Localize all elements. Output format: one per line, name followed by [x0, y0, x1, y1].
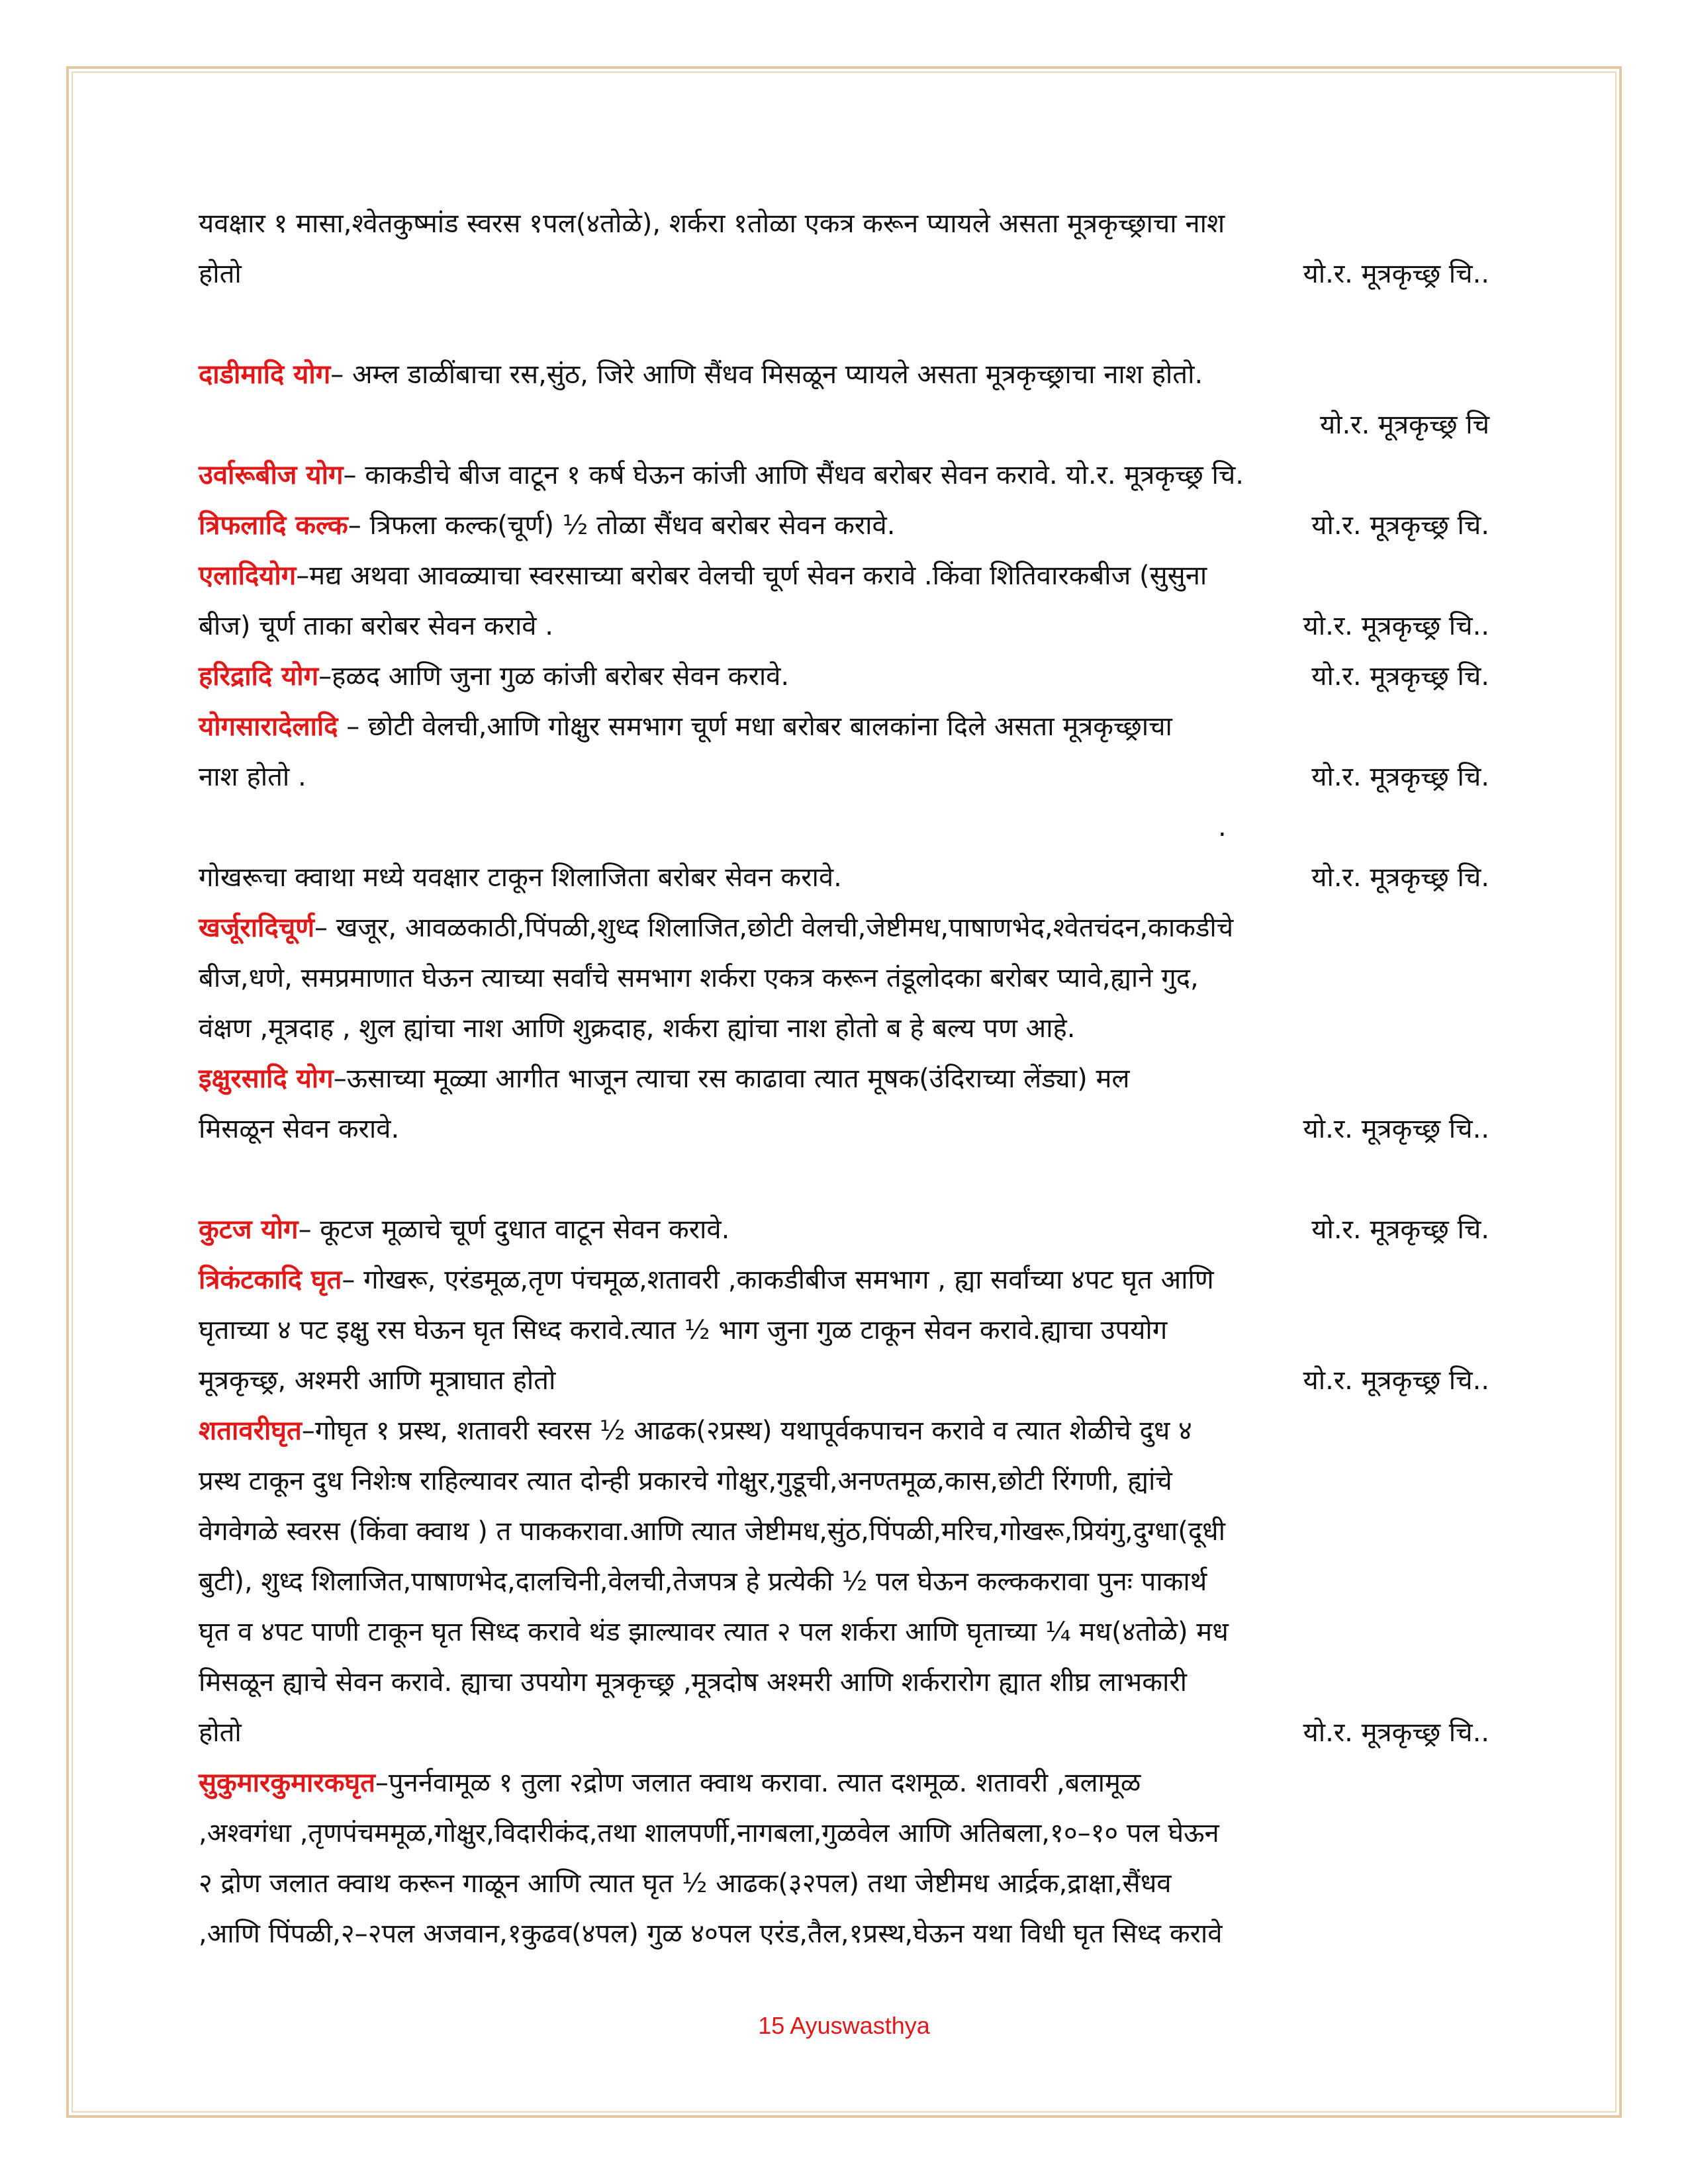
recipe-heading: खर्जूरादिचूर्ण	[199, 913, 315, 943]
reference: यो.र. मूत्रकृच्छ्र चि.	[1311, 510, 1489, 541]
text-line: होतो यो.र. मूत्रकृच्छ्र चि..	[199, 1707, 1489, 1758]
recipe-line: दाडीमादि योग– अम्ल डाळींबाचा रस,सुंठ, जिरे आणि सैंधव मिसळून प्यायले असता मूत्रकृच्छ्राचा नाश होतो.	[199, 359, 1203, 390]
recipe-heading: शतावरीघृत	[199, 1416, 302, 1446]
recipe-heading: दाडीमादि योग	[199, 359, 331, 390]
text-line: वंक्षण ,मूत्रदाह , शुल ह्यांचा नाश आणि शुक्रदाह, शर्करा ह्यांचा नाश होतो ब हे बल्य पण आहे.	[199, 1013, 1076, 1044]
text-line: बीज,धणे, समप्रमाणात घेऊन त्याच्या सर्वांचे समभाग शर्करा एकत्र करून तंडूलोदका बरोबर प्यावे,ह्याने गुद,	[199, 963, 1199, 993]
recipe-line: उर्वारूबीज योग– काकडीचे बीज वाटून १ कर्ष घेऊन कांजी आणि सैंधव बरोबर सेवन करावे. यो.र. मूत्रकृच्छ्र चि.	[199, 460, 1244, 490]
reference: यो.र. मूत्रकृच्छ्र चि.	[1311, 762, 1489, 792]
recipe-line: सुकुमारकुमारकघृत–पुनर्नवामूळ १ तुला २द्रोण जलात क्वाथ करावा. त्यात दशमूळ. शतावरी ,बलामूळ	[199, 1768, 1141, 1798]
recipe-heading: हरिद्रादि योग	[199, 661, 319, 692]
recipe-line: कुटज योग– कूटज मूळाचे चूर्ण दुधात वाटून सेवन करावे. यो.र. मूत्रकृच्छ्र चि.	[199, 1205, 1489, 1255]
stray-dot: .	[1218, 812, 1227, 842]
recipe-heading: कुटज योग	[199, 1214, 299, 1245]
text-line: मिसळून सेवन करावे. यो.र. मूत्रकृच्छ्र चि..	[199, 1104, 1489, 1154]
recipe-heading: एलादियोग	[199, 561, 297, 591]
recipe-heading: इक्षुरसादि योग	[199, 1064, 334, 1094]
text-line: मिसळून ह्याचे सेवन करावे. ह्याचा उपयोग मूत्रकृच्छ्र ,मूत्रदोष अश्मरी आणि शर्करारोग ह्यात शीघ्र लाभकारी	[199, 1667, 1188, 1698]
text-line: यवक्षार १ मासा,श्वेतकुष्मांड स्वरस १पल(४तोळे), शर्करा १तोळा एकत्र करून प्यायले असता मूत्रकृच्छ्राचा नाश	[199, 208, 1225, 239]
recipe-line: खर्जूरादिचूर्ण– खजूर, आवळकाठी,पिंपळी,शुध्द शिलाजित,छोटी वेलची,जेष्टीमध,पाषाणभेद,श्वेतचंदन,काकडीचे	[199, 913, 1234, 943]
text-line: ,अश्वगंधा ,तृणपंचममूळ,गोक्षुर,विदारीकंद,तथा शालपर्णी,नागबला,गुळवेल आणि अतिबला,१०–१० पल घेऊन	[199, 1818, 1219, 1848]
blank-line	[199, 1154, 1489, 1205]
recipe-heading: त्रिफलादि कल्क	[199, 510, 348, 541]
reference: यो.र. मूत्रकृच्छ्र चि..	[1303, 1717, 1489, 1748]
recipe-line: इक्षुरसादि योग–ऊसाच्या मूळ्या आगीत भाजून त्याचा रस काढावा त्यात मूषक(उंदिराच्या लेंड्या) मल	[199, 1064, 1130, 1094]
reference: यो.र. मूत्रकृच्छ्र चि..	[1303, 259, 1489, 289]
text-line: बीज) चूर्ण ताका बरोबर सेवन करावे . यो.र. मूत्रकृच्छ्र चि..	[199, 601, 1489, 651]
text-line: होतो यो.र. मूत्रकृच्छ्र चि..	[199, 249, 1489, 299]
text-line: बुटी), शुध्द शिलाजित,पाषाणभेद,दालचिनी,वेलची,तेजपत्र हे प्रत्येकी ½ पल घेऊन कल्ककरावा पुनः पाकार्थ	[199, 1567, 1207, 1597]
text-line: नाश होतो . यो.र. मूत्रकृच्छ्र चि.	[199, 752, 1489, 802]
document-body	[199, 199, 1489, 1959]
recipe-heading: योगसारादेलादि	[199, 711, 338, 742]
recipe-line: हरिद्रादि योग–हळद आणि जुना गुळ कांजी बरोबर सेवन करावे. यो.र. मूत्रकृच्छ्र चि.	[199, 651, 1489, 702]
text-line	[199, 400, 1489, 450]
reference: यो.र. मूत्रकृच्छ्र चि.	[1311, 661, 1489, 692]
reference: यो.र. मूत्रकृच्छ्र चि..	[1303, 611, 1489, 641]
text-line: ,आणि पिंपळी,२–२पल अजवान,१कुढव(४पल) गुळ ४०पल एरंड,तैल,१प्रस्थ,घेऊन यथा विधी घृत सिध्द करावे	[199, 1919, 1223, 1949]
reference: यो.र. मूत्रकृच्छ्र चि..	[1303, 1114, 1489, 1144]
reference: यो.र. मूत्रकृच्छ्र चि	[1319, 410, 1489, 440]
text-line: घृत व ४पट पाणी टाकून घृत सिध्द करावे थंड झाल्यावर त्यात २ पल शर्करा आणि घृताच्या ¼ मध(४तोळे) मध	[199, 1617, 1229, 1647]
text-line: प्रस्थ टाकून दुध निशेःष राहिल्यावर त्यात दोन्ही प्रकारचे गोक्षुर,गुडूची,अनण्तमूळ,कास,छोटी रिंगणी, ह्यांचे	[199, 1466, 1172, 1496]
recipe-heading: त्रिकंटकादि घृत	[199, 1265, 342, 1295]
reference: यो.र. मूत्रकृच्छ्र चि..	[1303, 1365, 1489, 1396]
recipe-line: योगसारादेलादि – छोटी वेलची,आणि गोक्षुर समभाग चूर्ण मधा बरोबर बालकांना दिले असता मूत्रकृच्छ्राचा	[199, 711, 1172, 742]
text-line: २ द्रोण जलात क्वाथ करून गाळून आणि त्यात घृत ½ आढक(३२पल) तथा जेष्टीमध आर्द्रक,द्राक्षा,सैंधव	[199, 1868, 1172, 1899]
recipe-line: शतावरीघृत–गोघृत १ प्रस्थ, शतावरी स्वरस ½ आढक(२प्रस्थ) यथापूर्वकपाचन करावे व त्यात शेळीचे दुध ४	[199, 1416, 1192, 1446]
recipe-line: एलादियोग–मद्य अथवा आवळ्याचा स्वरसाच्या बरोबर वेलची चूर्ण सेवन करावे .किंवा शितिवारकबीज (सुसुना	[199, 561, 1207, 591]
reference: यो.र. मूत्रकृच्छ्र चि.	[1311, 1214, 1489, 1245]
text-line: मूत्रकृच्छ्र, अश्मरी आणि मूत्राघात होतो यो.र. मूत्रकृच्छ्र चि..	[199, 1355, 1489, 1406]
text-line: घृताच्या ४ पट इक्षु रस घेऊन घृत सिध्द करावे.त्यात ½ भाग जुना गुळ टाकून सेवन करावे.ह्याचा उपयोग	[199, 1315, 1168, 1345]
recipe-heading: उर्वारूबीज योग	[199, 460, 344, 490]
page-footer: 15 Ayuswasthya	[758, 2012, 930, 2039]
recipe-line: त्रिफलादि कल्क– त्रिफला कल्क(चूर्ण) ½ तोळा सैंधव बरोबर सेवन करावे. यो.र. मूत्रकृच्छ्र चि.	[199, 500, 1489, 551]
recipe-heading: सुकुमारकुमारकघृत	[199, 1768, 375, 1798]
blank-line	[199, 299, 1489, 349]
reference: यो.र. मूत्रकृच्छ्र चि.	[1311, 862, 1489, 893]
text-line	[199, 802, 1489, 852]
text-line: वेगवेगळे स्वरस (किंवा क्वाथ ) त पाककरावा.आणि त्यात जेष्टीमध,सुंठ,पिंपळी,मरिच,गोखरू,प्रियंगु,दुग्धा(दूधी	[199, 1516, 1226, 1547]
recipe-line: त्रिकंटकादि घृत– गोखरू, एरंडमूळ,तृण पंचमूळ,शतावरी ,काकडीबीज समभाग , ह्या सर्वांच्या ४पट घृत आणि	[199, 1265, 1214, 1295]
text-line: गोखरूचा क्वाथा मध्ये यवक्षार टाकून शिलाजिता बरोबर सेवन करावे. यो.र. मूत्रकृच्छ्र चि.	[199, 852, 1489, 903]
